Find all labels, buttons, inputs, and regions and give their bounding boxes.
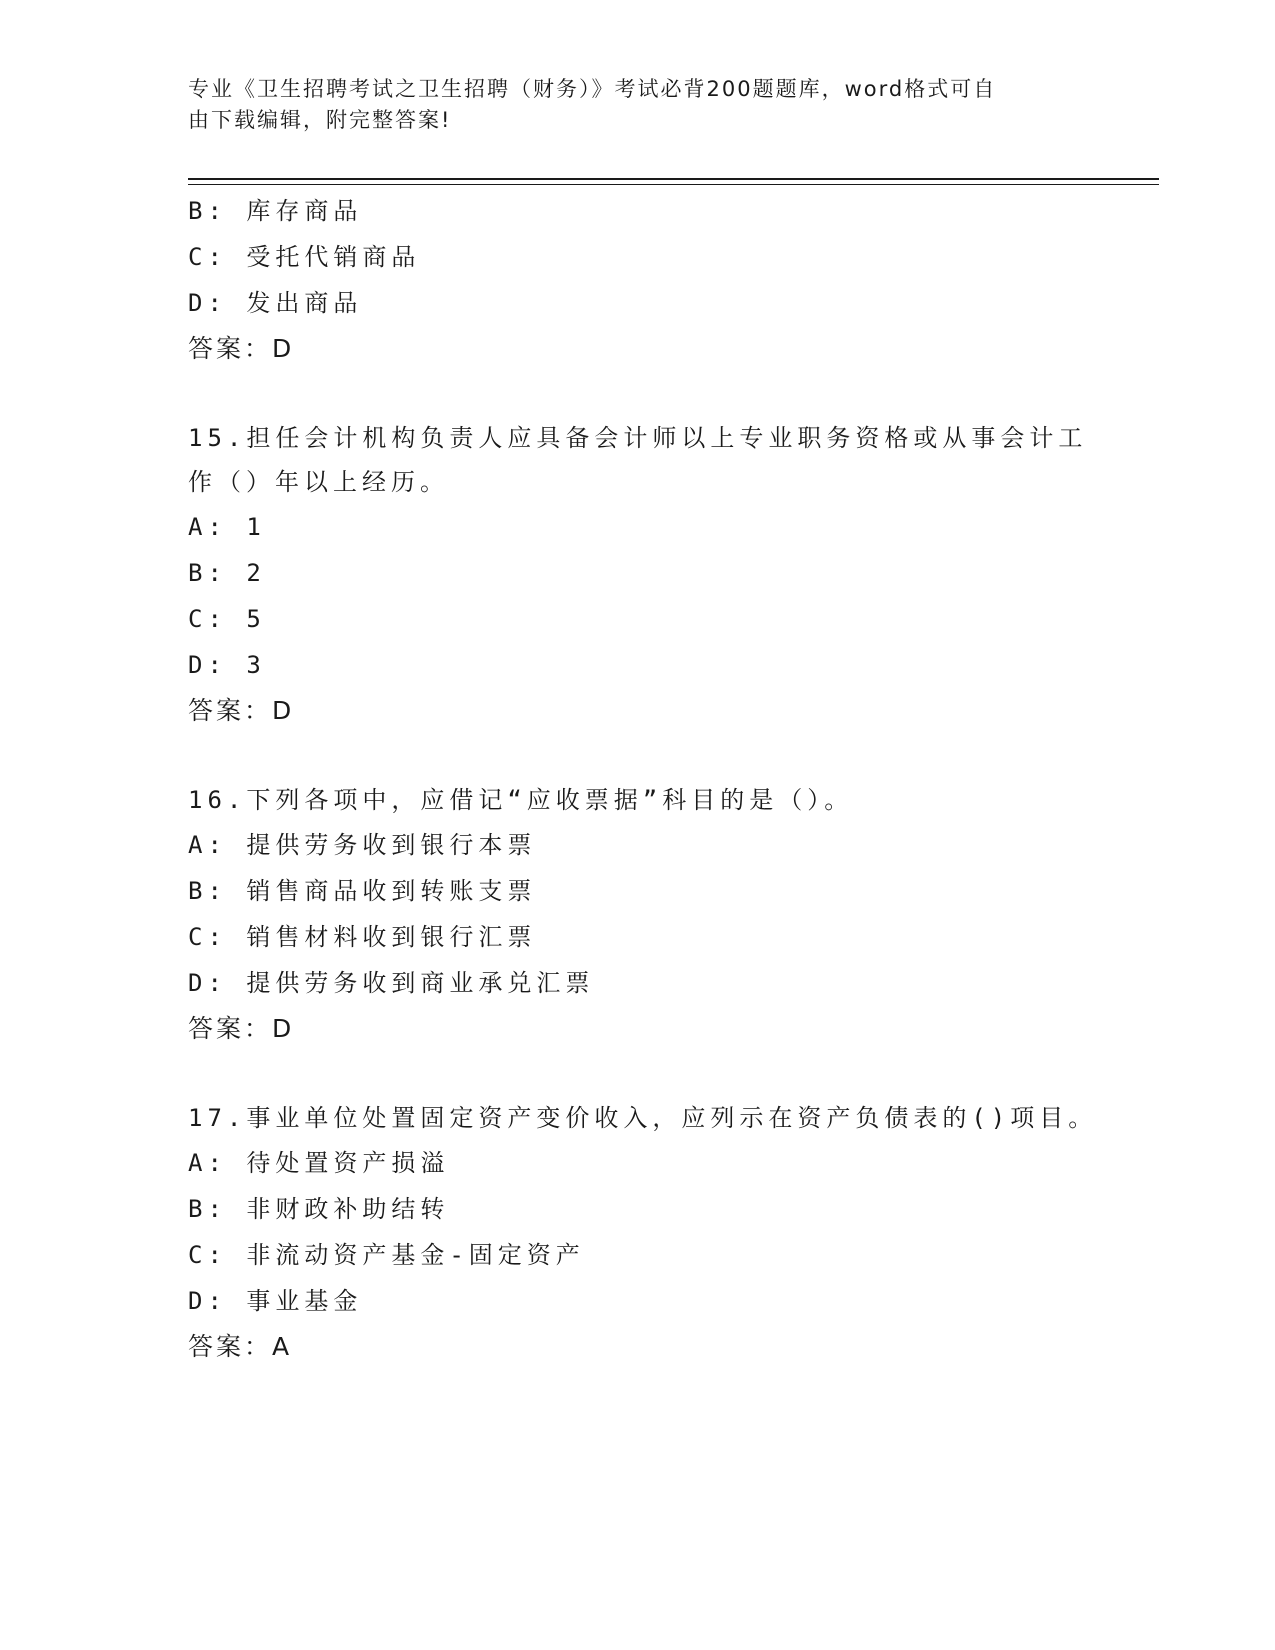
option-b: B: 2 — [188, 559, 266, 587]
question-content — [188, 188, 1098, 1370]
spacer — [188, 372, 1088, 416]
question-stem: 作（）年以上经历。 — [188, 468, 449, 496]
document-header — [188, 74, 1068, 136]
option-a: A: 提供劳务收到银行本票 — [188, 831, 537, 859]
header-divider-thin — [188, 184, 1159, 185]
option-b: B: 库存商品 — [188, 197, 363, 225]
spacer — [188, 1052, 1088, 1096]
option-d: D: 发出商品 — [188, 289, 363, 317]
answer-line: 答案：D — [188, 1014, 295, 1043]
option-d: D: 提供劳务收到商业承兑汇票 — [188, 969, 595, 997]
option-c: C: 5 — [188, 605, 266, 633]
option-c: C: 销售材料收到银行汇票 — [188, 923, 537, 951]
question-15 — [188, 416, 1088, 734]
option-d: D: 事业基金 — [188, 1287, 363, 1315]
option-a: A: 1 — [188, 513, 266, 541]
question-stem: 15.担任会计机构负责人应具备会计师以上专业职务资格或从事会计工 — [188, 424, 1088, 452]
header-divider — [188, 178, 1159, 180]
question-17 — [188, 1096, 1098, 1370]
answer-line: 答案：A — [188, 1332, 293, 1361]
option-c: C: 受托代销商品 — [188, 243, 421, 271]
option-a: A: 待处置资产损溢 — [188, 1149, 450, 1177]
header-line-2: 由下载编辑，附完整答案! — [188, 108, 452, 132]
option-b: B: 非财政补助结转 — [188, 1195, 450, 1223]
option-b: B: 销售商品收到转账支票 — [188, 877, 537, 905]
question-16 — [188, 778, 1088, 1052]
header-line-1: 专业《卫生招聘考试之卫生招聘（财务）》考试必背200题题库，word格式可自 — [188, 77, 997, 101]
spacer — [188, 734, 1088, 778]
option-c: C: 非流动资产基金-固定资产 — [188, 1241, 585, 1269]
option-d: D: 3 — [188, 651, 266, 679]
answer-line: 答案：D — [188, 696, 295, 725]
answer-line: 答案：D — [188, 334, 295, 363]
question-stem: 17.事业单位处置固定资产变价收入，应列示在资产负债表的()项目。 — [188, 1104, 1098, 1132]
question-stem: 16.下列各项中，应借记“应收票据”科目的是（）。 — [188, 786, 854, 814]
question-14-continued — [188, 188, 1088, 372]
